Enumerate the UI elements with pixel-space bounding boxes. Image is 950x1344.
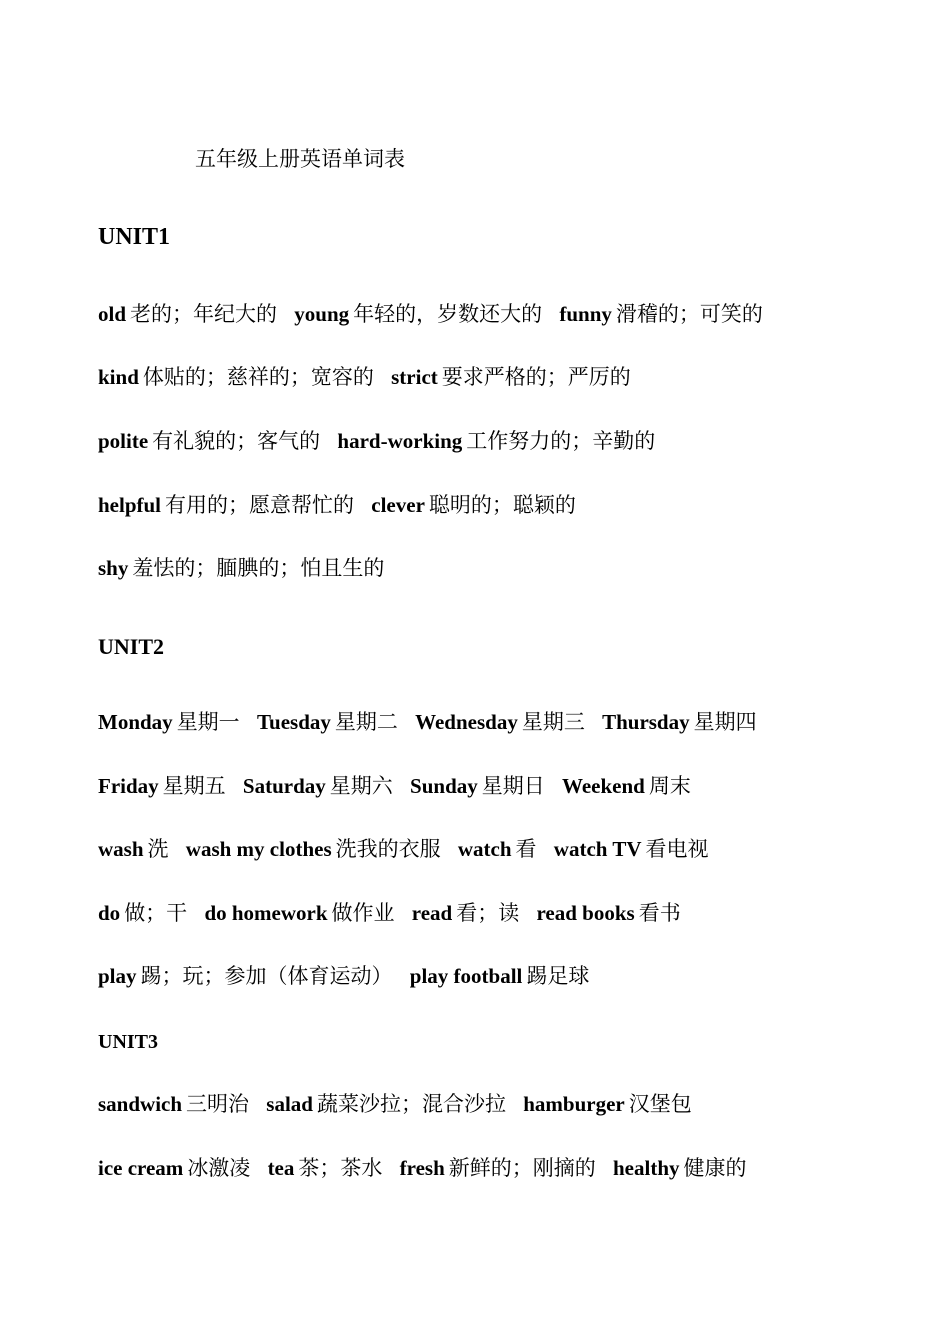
chinese-meaning: 星期三	[521, 710, 585, 734]
vocab-entry	[458, 837, 537, 861]
vocab-entry	[562, 774, 691, 798]
vocab-entry	[536, 901, 680, 925]
english-word: Thursday	[602, 710, 690, 734]
vocab-entry	[98, 710, 240, 734]
english-word: play football	[409, 964, 523, 988]
vocab-entry	[400, 1156, 596, 1180]
vocab-line	[98, 712, 769, 733]
vocab-entry	[243, 774, 393, 798]
english-word: healthy	[613, 1156, 680, 1180]
english-word: do	[98, 901, 121, 925]
chinese-meaning: 看	[515, 837, 537, 861]
chinese-meaning: 聪明的；聪颖的	[428, 493, 576, 517]
chinese-meaning: 踢；玩；参加（体育运动）	[140, 964, 393, 988]
english-word: shy	[98, 556, 129, 580]
unit-heading-1: UNIT1	[98, 224, 171, 250]
chinese-meaning: 星期五	[162, 774, 226, 798]
english-word: wash my clothes	[185, 837, 332, 861]
vocab-entry	[371, 493, 576, 517]
vocab-entry	[602, 710, 757, 734]
chinese-meaning: 冰激凌	[187, 1156, 251, 1180]
vocab-line	[98, 495, 588, 516]
chinese-meaning: 要求严格的；严厉的	[441, 365, 631, 389]
vocab-entry	[523, 1092, 692, 1116]
chinese-meaning: 茶；茶水	[298, 1156, 383, 1180]
chinese-meaning: 体贴的；慈祥的；宽容的	[142, 365, 374, 389]
vocab-line	[98, 776, 703, 797]
vocab-entry	[559, 302, 763, 326]
vocab-line	[98, 304, 775, 325]
english-word: Friday	[98, 774, 159, 798]
vocab-entry	[613, 1156, 747, 1180]
vocab-entry	[410, 774, 545, 798]
chinese-meaning: 看电视	[645, 837, 709, 861]
vocab-entry	[98, 429, 320, 453]
chinese-meaning: 星期日	[481, 774, 545, 798]
chinese-meaning: 蔬菜沙拉；混合沙拉	[316, 1092, 506, 1116]
chinese-meaning: 老的；年纪大的	[130, 302, 278, 326]
chinese-meaning: 洗	[147, 837, 169, 861]
chinese-meaning: 洗我的衣服	[335, 837, 441, 861]
english-word: wash	[98, 837, 144, 861]
english-word: watch	[457, 837, 512, 861]
english-word: sandwich	[98, 1092, 183, 1116]
chinese-meaning: 羞怯的；腼腆的；怕且生的	[132, 556, 385, 580]
chinese-meaning: 踢足球	[526, 964, 590, 988]
chinese-meaning: 三明治	[186, 1092, 250, 1116]
chinese-meaning: 星期二	[334, 710, 398, 734]
vocab-entry	[266, 1092, 506, 1116]
vocab-entry	[98, 901, 187, 925]
english-word: fresh	[399, 1156, 445, 1180]
chinese-meaning: 新鲜的；刚摘的	[448, 1156, 596, 1180]
vocab-entry	[98, 493, 354, 517]
chinese-meaning: 周末	[648, 774, 691, 798]
english-word: Tuesday	[256, 710, 331, 734]
chinese-meaning: 有用的；愿意帮忙的	[165, 493, 355, 517]
chinese-meaning: 健康的	[683, 1156, 747, 1180]
vocab-entry	[337, 429, 655, 453]
english-word: Saturday	[242, 774, 326, 798]
vocab-entry	[412, 901, 519, 925]
english-word: hamburger	[523, 1092, 625, 1116]
vocab-entry	[257, 710, 398, 734]
vocab-entry	[98, 1092, 249, 1116]
english-word: salad	[266, 1092, 313, 1116]
english-word: play	[98, 964, 137, 988]
vocab-entry	[98, 365, 374, 389]
english-word: Wednesday	[415, 710, 518, 734]
vocab-line	[98, 367, 643, 388]
english-word: read	[411, 901, 453, 925]
vocab-entry	[98, 774, 226, 798]
vocab-entry	[204, 901, 394, 925]
english-word: strict	[391, 365, 438, 389]
vocab-line	[98, 903, 693, 924]
vocab-entry	[98, 302, 277, 326]
chinese-meaning: 看书	[638, 901, 681, 925]
chinese-meaning: 做；干	[124, 901, 188, 925]
vocab-line	[98, 558, 396, 579]
vocab-entry	[415, 710, 585, 734]
chinese-meaning: 做作业	[331, 901, 395, 925]
english-word: watch TV	[553, 837, 642, 861]
vocab-line	[98, 1158, 759, 1179]
english-word: polite	[98, 429, 149, 453]
vocab-line	[98, 1094, 704, 1115]
vocab-entry	[268, 1156, 383, 1180]
vocab-line	[98, 966, 601, 987]
vocab-line	[98, 431, 667, 452]
english-word: young	[294, 302, 350, 326]
vocab-entry	[98, 964, 393, 988]
vocab-entry	[186, 837, 441, 861]
english-word: Monday	[98, 710, 173, 734]
english-word: Weekend	[562, 774, 645, 798]
english-word: helpful	[98, 493, 162, 517]
english-word: kind	[98, 365, 139, 389]
vocab-line	[98, 839, 721, 860]
chinese-meaning: 星期一	[176, 710, 240, 734]
english-word: read books	[536, 901, 635, 925]
chinese-meaning: 星期六	[329, 774, 393, 798]
english-word: ice cream	[98, 1156, 184, 1180]
vocab-entry	[98, 837, 169, 861]
vocab-entry	[410, 964, 590, 988]
page-title: 五年级上册英语单词表	[195, 147, 405, 171]
english-word: tea	[267, 1156, 295, 1180]
vocab-entry	[391, 365, 631, 389]
chinese-meaning: 年轻的，岁数还大的	[353, 302, 543, 326]
chinese-meaning: 有礼貌的；客气的	[152, 429, 321, 453]
vocab-entry	[554, 837, 709, 861]
chinese-meaning: 汉堡包	[628, 1092, 692, 1116]
unit-heading-3: UNIT3	[98, 1031, 159, 1053]
vocab-entry	[98, 1156, 250, 1180]
chinese-meaning: 工作努力的；辛勤的	[466, 429, 656, 453]
english-word: hard-working	[337, 429, 463, 453]
vocab-entry	[98, 556, 384, 580]
english-word: do homework	[204, 901, 328, 925]
english-word: clever	[371, 493, 425, 517]
vocab-entry	[294, 302, 542, 326]
unit-heading-2: UNIT2	[98, 634, 165, 659]
english-word: old	[98, 302, 127, 326]
english-word: funny	[559, 302, 612, 326]
chinese-meaning: 看；读	[456, 901, 520, 925]
chinese-meaning: 滑稽的；可笑的	[615, 302, 763, 326]
english-word: Sunday	[410, 774, 478, 798]
chinese-meaning: 星期四	[693, 710, 757, 734]
